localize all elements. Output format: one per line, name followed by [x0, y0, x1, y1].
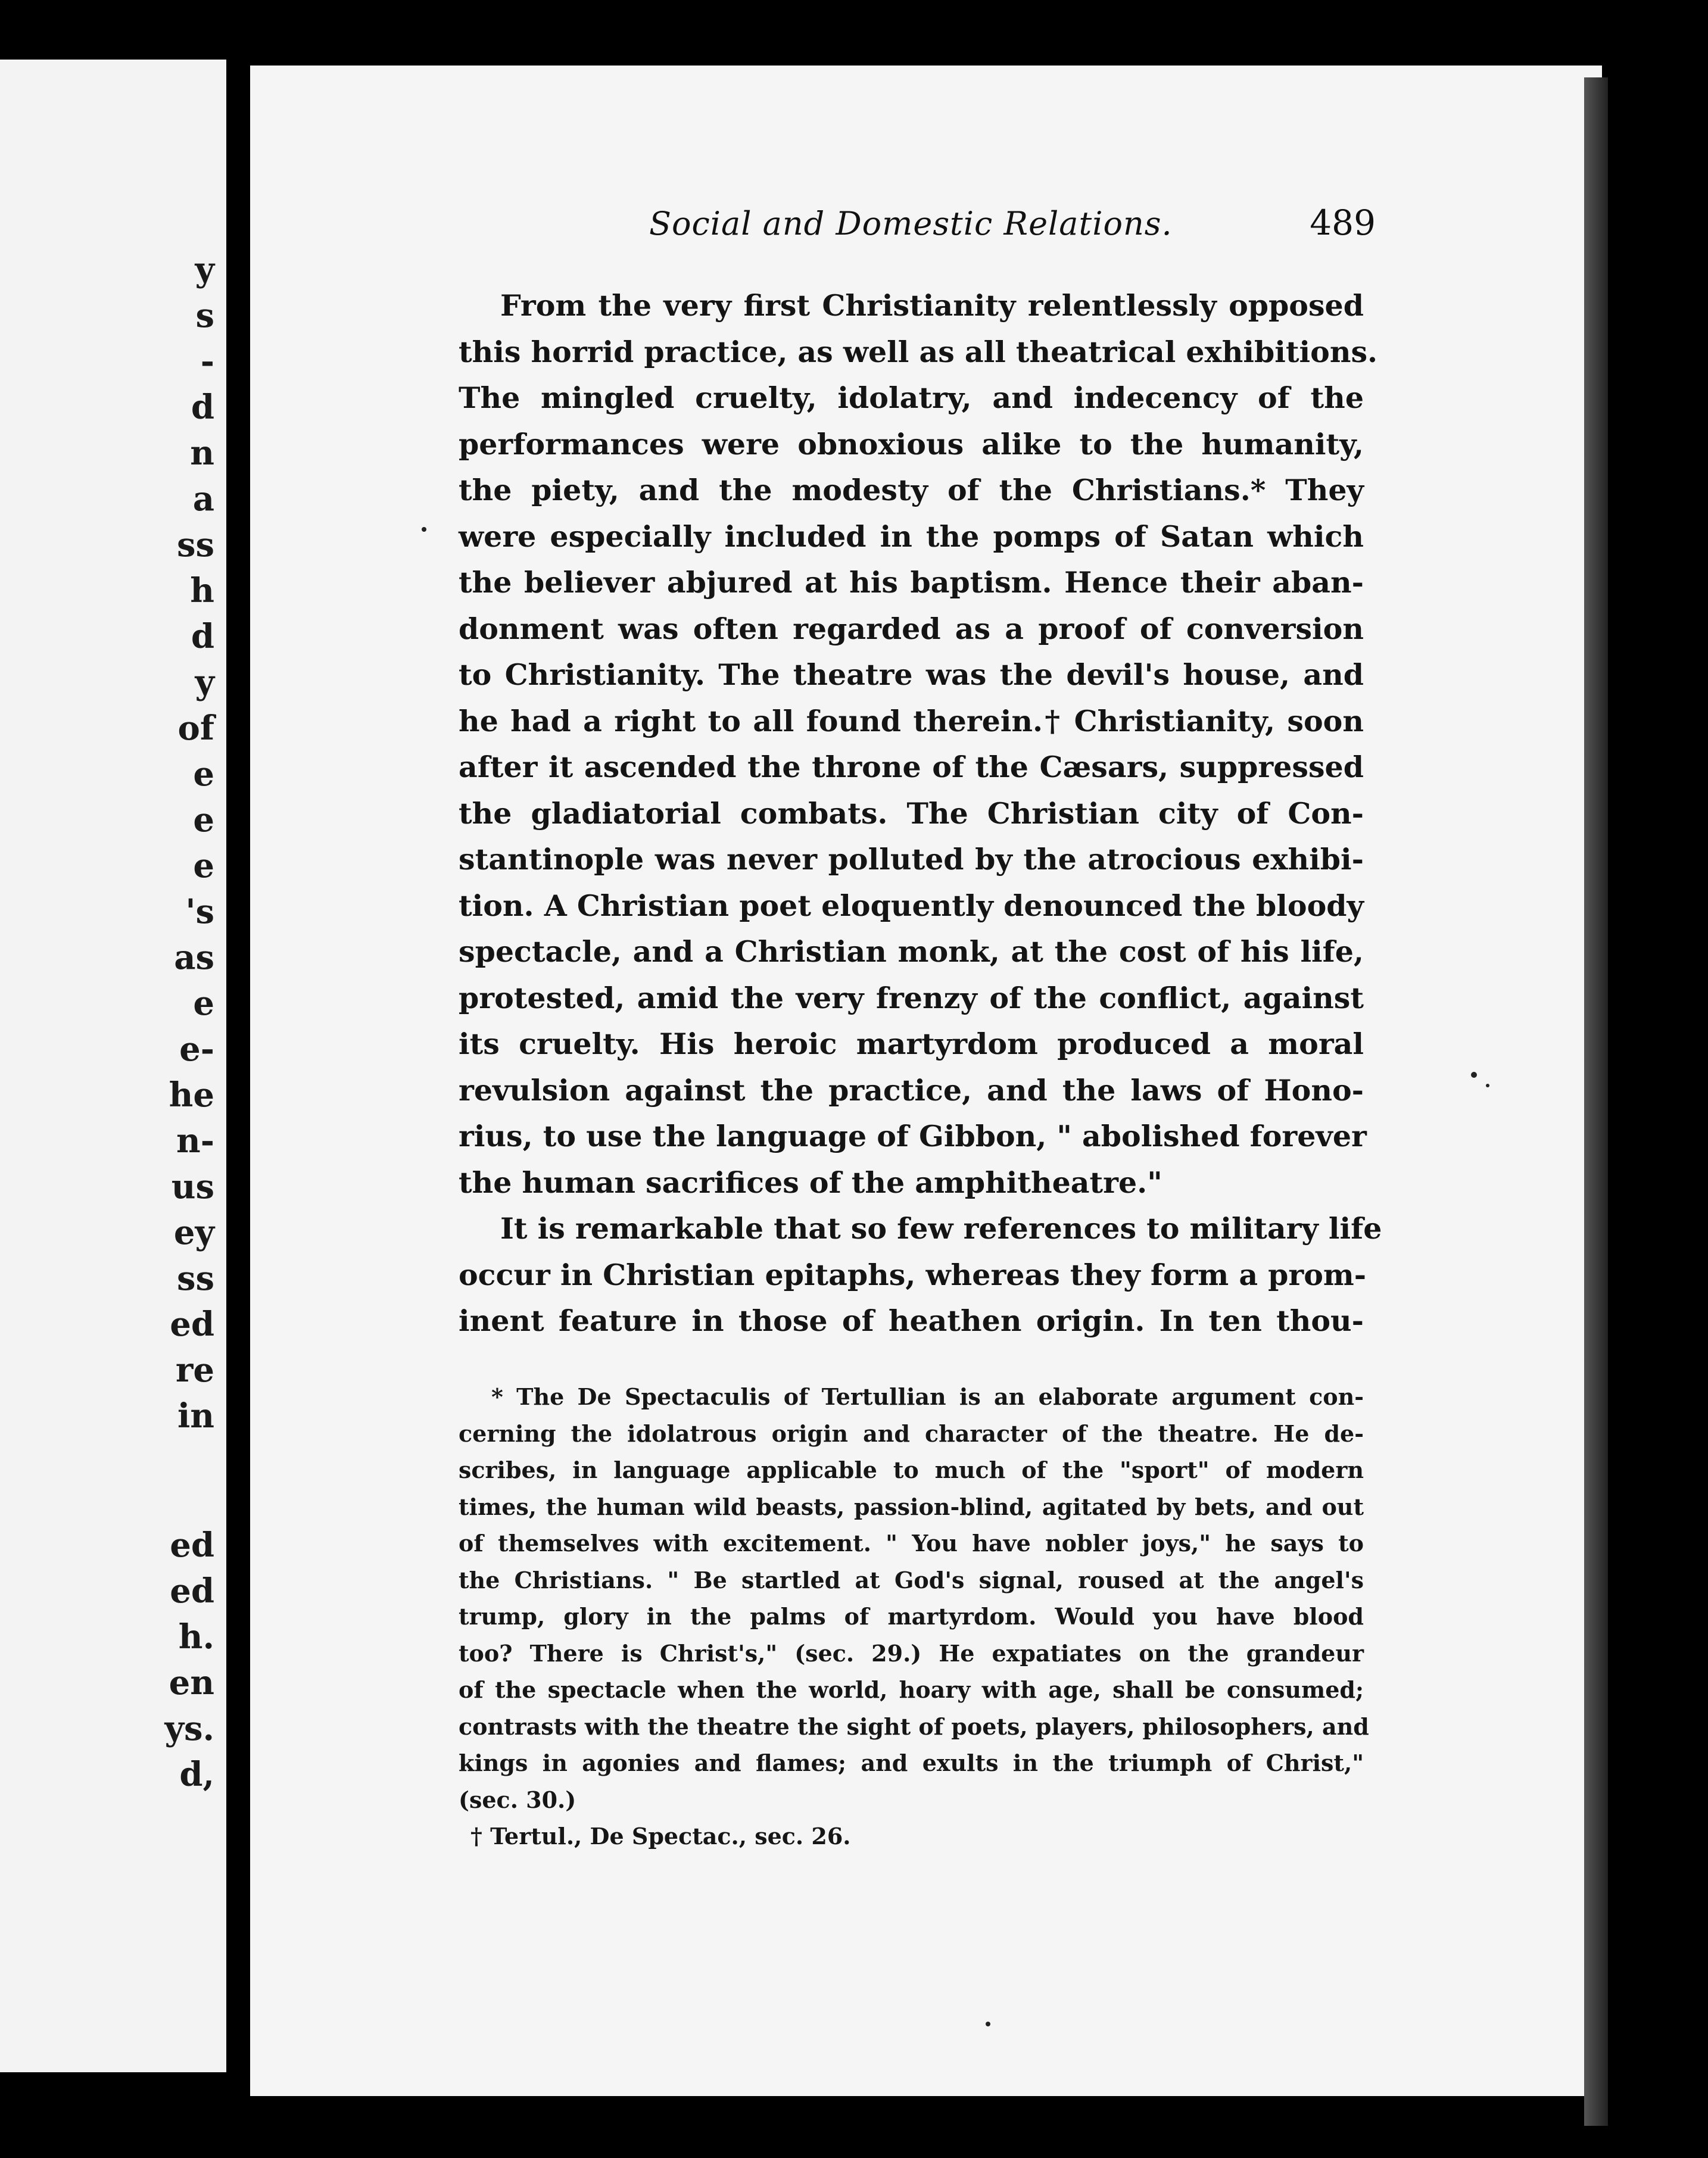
left-page-text-fragments	[0, 60, 226, 2072]
footnote-line: cerning the idolatrous origin and character of the theatre. He de-	[459, 1420, 1364, 1447]
left-page-fragment: he	[169, 1075, 214, 1115]
footnote-line: of the spectacle when the world, hoary with age, shall be consumed;	[459, 1676, 1364, 1703]
footnote-line: too? There is Christ's," (sec. 29.) He expatiates on the grandeur	[459, 1639, 1364, 1667]
body-line: he had a right to all found therein.† Christianity, soon	[459, 703, 1364, 738]
left-facing-page	[0, 60, 226, 2072]
footnote-line: times, the human wild beasts, passion-blind, agitated by bets, and out	[459, 1493, 1364, 1520]
footnote-line: trump, glory in the palms of martyrdom. Would you have blood	[459, 1603, 1364, 1630]
left-page-fragment: y	[195, 250, 214, 289]
footnote-line: scribes, in language applicable to much of the "sport" of modern	[459, 1457, 1364, 1483]
left-page-fragment: ey	[173, 1213, 214, 1252]
ink-speck	[986, 2022, 990, 2026]
ink-speck	[422, 527, 426, 532]
left-page-fragment: e-	[179, 1030, 214, 1069]
body-line: stantinople was never polluted by the atrocious exhibi-	[459, 842, 1364, 877]
footnotes	[459, 1379, 1369, 1855]
body-line: the piety, and the modesty of the Christians.* They	[459, 473, 1364, 507]
body-line: to Christianity. The theatre was the devil's house, and	[459, 657, 1364, 692]
body-line: the believer abjured at his baptism. Hence their aban-	[459, 565, 1364, 600]
left-page-fragment: d	[191, 617, 214, 656]
body-line: the human sacrifices of the amphitheatre."	[459, 1165, 1162, 1200]
body-line: occur in Christian epitaphs, whereas they form a prom-	[459, 1257, 1367, 1292]
left-page-fragment: e	[193, 800, 214, 840]
body-line: this horrid practice, as well as all theatrical exhibitions.	[459, 334, 1378, 369]
body-line: rius, to use the language of Gibbon, " abolished forever	[459, 1119, 1367, 1153]
left-page-fragment: e	[193, 984, 214, 1023]
left-page-fragment: y	[195, 663, 214, 702]
body-line: spectacle, and a Christian monk, at the cost of his life,	[459, 934, 1364, 969]
page-edge-shadow	[1584, 77, 1608, 2126]
body-line: the gladiatorial combats. The Christian city of Con-	[459, 796, 1364, 831]
left-page-fragment: re	[175, 1351, 214, 1390]
body-line: donment was often regarded as a proof of conversion	[459, 611, 1364, 646]
left-page-fragment: e	[193, 754, 214, 794]
left-page-fragment: h.	[178, 1617, 214, 1657]
footnote-dagger: † Tertul., De Spectac., sec. 26.	[470, 1823, 851, 1850]
left-page-fragment: 's	[185, 892, 214, 931]
body-line: It is remarkable that so few references to military life	[500, 1211, 1382, 1246]
footnote-line: (sec. 30.)	[459, 1786, 576, 1813]
left-page-fragment: ss	[176, 1259, 214, 1298]
left-page-fragment: h	[190, 571, 214, 610]
left-page-fragment: n-	[176, 1121, 214, 1161]
page-number: 489	[1310, 202, 1376, 243]
left-page-fragment: us	[171, 1167, 214, 1206]
left-page-fragment: d	[191, 388, 214, 427]
left-page-fragment: ys.	[164, 1709, 214, 1748]
running-head	[649, 202, 1376, 262]
ink-speck	[1471, 1072, 1477, 1078]
left-page-fragment: ed	[170, 1571, 214, 1611]
footnote-line: * The De Spectaculis of Tertullian is an elaborate argument con-	[491, 1383, 1364, 1410]
body-line: From the very first Christianity relentlessly opposed	[500, 288, 1364, 323]
left-page-fragment: -	[200, 342, 214, 381]
left-page-fragment: a	[192, 479, 214, 519]
footnote-line: of themselves with excitement. " You have nobler joys," he says to	[459, 1530, 1364, 1557]
body-line: were especially included in the pomps of Satan which	[459, 519, 1364, 554]
left-page-fragment: d,	[179, 1755, 214, 1794]
body-line: revulsion against the practice, and the laws of Hono-	[459, 1072, 1364, 1108]
footnote-line: the Christians. " Be startled at God's signal, roused at the angel's	[459, 1566, 1364, 1593]
left-page-fragment: in	[177, 1396, 214, 1436]
left-page-fragment: e	[193, 846, 214, 885]
body-line: protested, amid the very frenzy of the conflict, against	[459, 980, 1364, 1015]
book-gutter	[226, 0, 250, 2158]
left-page-fragment: n	[190, 434, 214, 473]
left-page-fragment: of	[177, 709, 214, 748]
left-page-fragment: ed	[170, 1305, 214, 1344]
left-page-fragment: ed	[170, 1526, 214, 1565]
body-line: The mingled cruelty, idolatry, and indecency of the	[459, 381, 1364, 415]
body-line: performances were obnoxious alike to the humanity,	[459, 426, 1364, 461]
left-page-fragment: ss	[176, 525, 214, 565]
body-line: after it ascended the throne of the Cæsars, suppressed	[459, 750, 1364, 784]
footnote-line: kings in agonies and flames; and exults in the triumph of Christ,"	[459, 1750, 1364, 1776]
footnote-line: contrasts with the theatre the sight of poets, players, philosophers, and	[459, 1713, 1369, 1740]
left-page-fragment: as	[174, 938, 214, 977]
ink-speck	[1486, 1084, 1489, 1087]
left-page-fragment: s	[195, 296, 214, 335]
running-title: Social and Domestic Relations.	[649, 205, 1173, 242]
body-line: inent feature in those of heathen origin. In ten thou-	[459, 1303, 1364, 1338]
body-text	[459, 283, 1382, 1345]
body-line: its cruelty. His heroic martyrdom produced a moral	[459, 1027, 1364, 1061]
body-line: tion. A Christian poet eloquently denounced the bloody	[459, 888, 1364, 923]
left-page-fragment: en	[169, 1663, 214, 1702]
